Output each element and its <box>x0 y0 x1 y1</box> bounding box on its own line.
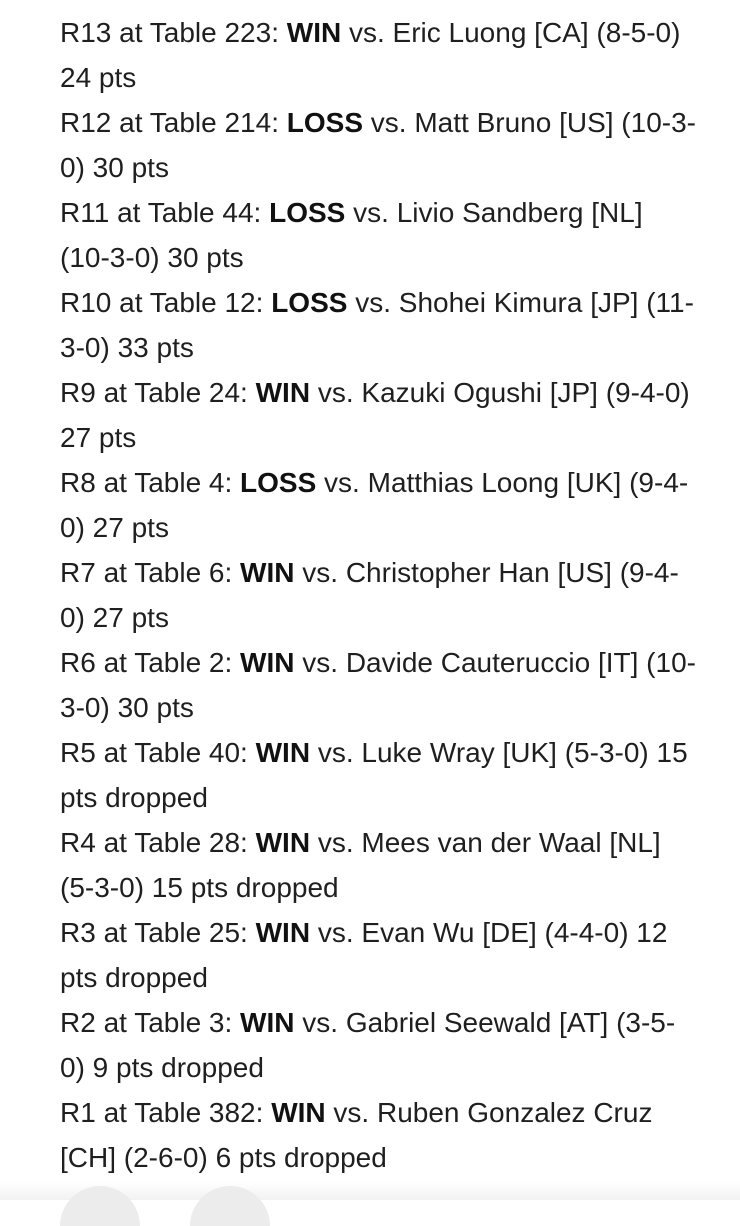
opponent-details: vs. Matthias Loong [UK] (9-4-0) 27 pts <box>60 467 689 543</box>
opponent-details: vs. Davide Cauteruccio [IT] (10-3-0) 30 pts <box>60 647 696 723</box>
toolbar-button-edge <box>190 1186 270 1226</box>
round-result-item <box>60 1000 700 1090</box>
opponent-details: vs. Matt Bruno [US] (10-3-0) 30 pts <box>60 107 696 183</box>
round-outcome: WIN <box>255 827 311 858</box>
round-outcome: WIN <box>255 917 311 948</box>
round-result-item <box>60 730 700 820</box>
round-result-item <box>60 190 700 280</box>
round-result-item <box>60 460 700 550</box>
round-table-label: R13 at Table 223: <box>60 17 287 48</box>
round-outcome: WIN <box>271 1097 326 1128</box>
round-table-label: R8 at Table 4: <box>60 467 241 498</box>
opponent-details: vs. Kazuki Ogushi [JP] (9-4-0) 27 pts <box>60 377 690 453</box>
opponent-details: vs. Livio Sandberg [NL] (10-3-0) 30 pts <box>60 197 643 273</box>
round-result-item <box>60 820 700 910</box>
round-table-label: R9 at Table 24: <box>60 377 256 408</box>
round-result-item <box>60 640 700 730</box>
round-table-label: R12 at Table 214: <box>60 107 287 138</box>
round-table-label: R1 at Table 382: <box>60 1097 272 1128</box>
opponent-details: vs. Christopher Han [US] (9-4-0) 27 pts <box>60 557 679 633</box>
round-result-item <box>60 910 700 1000</box>
opponent-details: vs. Luke Wray [UK] (5-3-0) 15 pts dropped <box>60 737 688 813</box>
opponent-details: vs. Ruben Gonzalez Cruz [CH] (2-6-0) 6 pts dropped <box>60 1097 653 1173</box>
round-outcome: WIN <box>240 647 295 678</box>
round-table-label: R6 at Table 2: <box>60 647 241 678</box>
round-outcome: LOSS <box>286 107 363 138</box>
round-outcome: LOSS <box>269 197 346 228</box>
round-table-label: R10 at Table 12: <box>60 287 272 318</box>
opponent-details: vs. Gabriel Seewald [AT] (3-5-0) 9 pts dropped <box>60 1007 676 1083</box>
round-result-item <box>60 100 700 190</box>
opponent-details: vs. Mees van der Waal [NL] (5-3-0) 15 pts dropped <box>60 827 661 903</box>
round-outcome: WIN <box>240 557 295 588</box>
round-outcome: WIN <box>240 1007 295 1038</box>
opponent-details: vs. Evan Wu [DE] (4-4-0) 12 pts dropped <box>60 917 668 993</box>
round-table-label: R4 at Table 28: <box>60 827 256 858</box>
round-result-item <box>60 10 700 100</box>
bottom-toolbar-edge <box>0 1182 740 1200</box>
round-outcome: WIN <box>255 737 311 768</box>
opponent-details: vs. Eric Luong [CA] (8-5-0) 24 pts <box>60 17 681 93</box>
round-outcome: WIN <box>286 17 342 48</box>
round-table-label: R7 at Table 6: <box>60 557 241 588</box>
round-result-item <box>60 370 700 460</box>
round-table-label: R11 at Table 44: <box>60 197 270 228</box>
round-table-label: R5 at Table 40: <box>60 737 256 768</box>
round-result-item <box>60 280 700 370</box>
round-result-item <box>60 550 700 640</box>
round-table-label: R2 at Table 3: <box>60 1007 241 1038</box>
round-results-list <box>60 10 700 1180</box>
round-outcome: WIN <box>255 377 311 408</box>
round-outcome: LOSS <box>240 467 317 498</box>
opponent-details: vs. Shohei Kimura [JP] (11-3-0) 33 pts <box>60 287 694 363</box>
toolbar-button-edge <box>60 1186 140 1226</box>
round-table-label: R3 at Table 25: <box>60 917 256 948</box>
round-result-item <box>60 1090 700 1180</box>
round-outcome: LOSS <box>271 287 348 318</box>
